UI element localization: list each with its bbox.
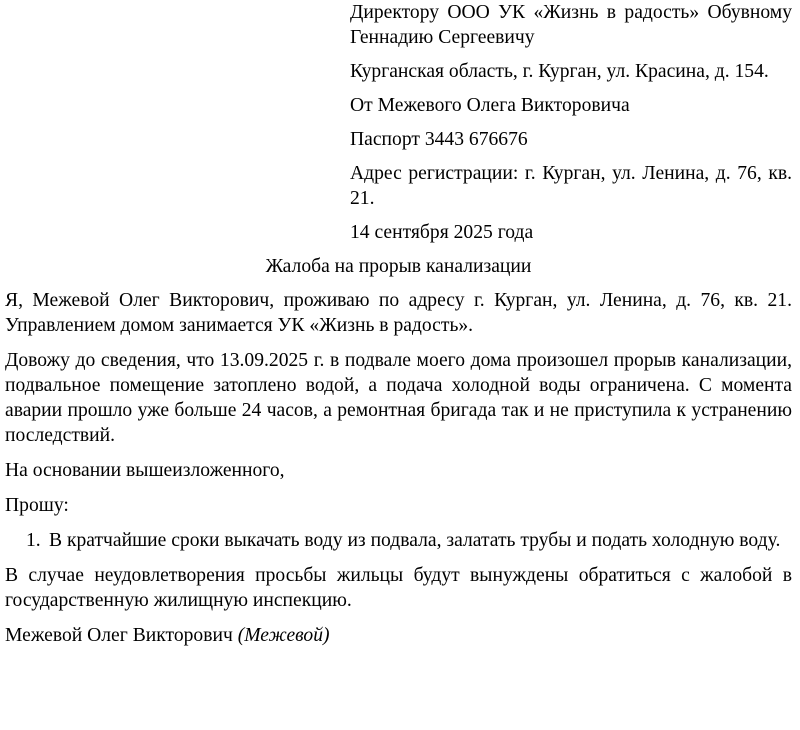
signature-name: Межевой Олег Викторович [5,625,233,646]
registration-address: Адрес регистрации: г. Курган, ул. Ленина, д. 76, кв. 21. [350,163,792,209]
sender: От Межевого Олега Викторовича [350,95,630,116]
list-item-text: В кратчайшие сроки выкачать воду из подвала, залатать трубы и подать холодную воду. [49,530,781,551]
signature-line [5,623,792,648]
document-body [5,288,792,648]
paragraph-basis: На основании вышеизложенного, [5,460,285,481]
document-date: 14 сентября 2025 года [350,222,534,243]
document-title: Жалоба на прорыв канализации [265,256,532,277]
signature-sign: (Межевой) [237,625,330,646]
passport: Паспорт 3443 676676 [350,129,528,150]
list-item-number: 1. [26,530,41,551]
request-list [5,528,792,553]
paragraph-incident: Довожу до сведения, что 13.09.2025 г. в подвале моего дома произошел прорыв канализации, подвальное помещение затоплено водой, а подача холодной воды ограничена. С момента аварии прошло уже больше 24 часов, а ремонтная бригада так и не приступила к устранению последствий. [5,350,792,446]
paragraph-intro: Я, Межевой Олег Викторович, проживаю по адресу г. Курган, ул. Ленина, д. 76, кв. 21. Управлением домом занимается УК «Жизнь в радость». [5,290,792,336]
document-header [350,0,792,245]
complaint-document [5,0,792,648]
paragraph-warning: В случае неудовлетворения просьбы жильцы будут вынуждены обратиться с жалобой в государственную жилищную инспекцию. [5,565,792,611]
addressee-address: Курганская область, г. Курган, ул. Красина, д. 154. [350,61,769,82]
list-item [5,528,792,553]
paragraph-request-intro: Прошу: [5,495,69,516]
addressee: Директору ООО УК «Жизнь в радость» Обувному Геннадию Сергеевичу [350,2,792,48]
